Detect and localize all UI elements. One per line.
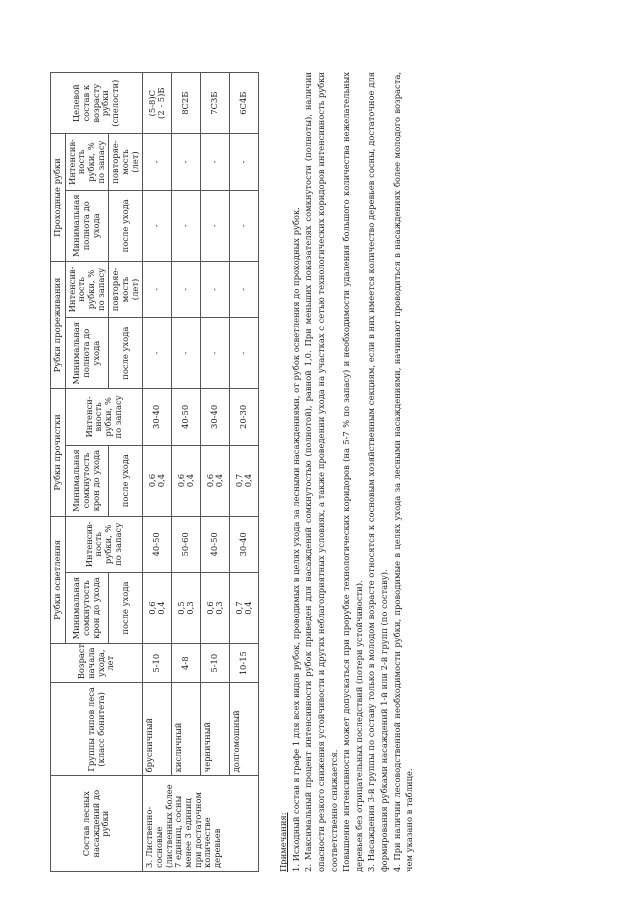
cell-osv-intensity: 50-60 (172, 516, 201, 572)
cell-age: 5-10 (143, 644, 172, 683)
header-osv-after: после ухода (109, 573, 143, 644)
cell-prr-intensity: - (143, 261, 172, 317)
header-prr-after: после ухода (109, 318, 143, 389)
header-pro-somknutost: Минимальная сомкнутость крон до ухода (65, 445, 109, 516)
cell-prh-intensity: - (201, 134, 230, 190)
header-group-prokhodnye: Проходные рубки (51, 134, 66, 261)
note-item: 2. Максимальный процент интенсивности рубок приведен для насаждений сомкнутостью (полнотой), равной 1,0. При меньших показателях сомкнутости (полноты), наличии опасности резкого снижения устойчивости и других неблагоприятных условиях, а также проведении ухода на участках с сетью технологических коридоров интенсивность рубки соответственно снижается. (303, 72, 339, 872)
cell-prr-intensity: - (230, 261, 259, 317)
cell-prr-polnota: - (172, 318, 201, 389)
cell-pro-intensity: 30-40 (143, 389, 172, 445)
cell-osv-intensity: 40-50 (201, 516, 230, 572)
table-row (143, 73, 172, 872)
header-osv-intensity: Интенсив-ность рубки, % по запасу (65, 516, 143, 572)
table-row (201, 73, 230, 872)
header-group-prochistka: Рубки прочистки (51, 389, 66, 516)
cell-prr-intensity: - (172, 261, 201, 317)
header-final-composition: Целевой состав к возрасту рубки (спелости) (51, 73, 143, 134)
cell-forest-type: долгомошный (230, 683, 259, 776)
cell-osv-somknutost: 0,6 0,3 (201, 573, 230, 644)
header-age: Возраст начала ухода, лет (51, 644, 143, 683)
header-group-prorezhivanie: Рубки прореживания (51, 261, 66, 388)
cell-pro-somknutost: 0,6 0,4 (143, 445, 172, 516)
cell-prr-intensity: - (201, 261, 230, 317)
cell-osv-somknutost: 0,7 0,4 (230, 573, 259, 644)
cell-final: 7С3Б (201, 73, 230, 134)
header-pro-after: после ухода (109, 445, 143, 516)
note-item: 1. Исходный состав в графе 1 для всех видов рубок, проводимых в целях ухода за лесными насаждениями, от рубок осветления до проходных рубок. (290, 207, 301, 872)
cell-prh-polnota: - (172, 190, 201, 261)
cell-prh-polnota: - (230, 190, 259, 261)
header-prh-intensity: Интенсив-ность рубки, % по запасу (65, 134, 109, 190)
table-body (143, 73, 259, 872)
cell-prr-polnota: - (143, 318, 172, 389)
header-prr-polnota: Минимальная полнота до ухода (65, 318, 109, 389)
header-forest-type: Группы типов леса (класс бонитета) (51, 683, 143, 776)
header-prr-intensity: Интенсив-ность рубки, % по запасу (65, 261, 109, 317)
cell-osv-intensity: 30-40 (230, 516, 259, 572)
cell-age: 5-10 (201, 644, 230, 683)
cell-pro-somknutost: 0,6 0,4 (172, 445, 201, 516)
table-row (230, 73, 259, 872)
header-prh-after: после ухода (109, 190, 143, 261)
cell-final: 6С4Б (230, 73, 259, 134)
table-row (172, 73, 201, 872)
cell-forest-type: кисличный (172, 683, 201, 776)
cell-prh-intensity: - (143, 134, 172, 190)
header-prr-repeat: повторяе-мость (лет) (109, 261, 143, 317)
note-item: Повышение интенсивности может допускаться при прорубке технологических коридоров (на 5-7 % по запасу) и необходимости удаления большого количества нежелательных деревьев без отрицательных последствий (потери устойчивости). (341, 72, 364, 872)
cell-pro-intensity: 30-40 (201, 389, 230, 445)
cell-age: 10-15 (230, 644, 259, 683)
note-item: 4. При наличии лесоводственной необходимости рубки, проводимые в целях ухода за лесными насаждениями, начинают проводиться в насаждениях более молодого возраста, чем указано в таблице. (391, 72, 415, 872)
notes-section (277, 72, 416, 872)
cell-osv-somknutost: 0,6 0,4 (143, 573, 172, 644)
cell-forest-type: черничный (201, 683, 230, 776)
cell-prh-polnota: - (143, 190, 172, 261)
cell-forest-type: брусничный (143, 683, 172, 776)
cell-final: 8С2Б (172, 73, 201, 134)
cell-pro-somknutost: 0,7 0,4 (230, 445, 259, 516)
cell-pro-somknutost: 0,6 0,4 (201, 445, 230, 516)
cell-age: 4-8 (172, 644, 201, 683)
cell-osv-intensity: 40-50 (143, 516, 172, 572)
cell-osv-somknutost: 0,5 0,3 (172, 573, 201, 644)
note-item: 3. Насаждения 3-й группы по составу только в молодом возрасте относятся к сосновым хозяйственным секциям, если в них имеется количество деревьев сосны, достаточное для формирования рубками насаждений 1-й или 2-й групп (по составу). (366, 72, 389, 872)
notes-title: Примечания: (278, 812, 289, 872)
cell-prh-polnota: - (201, 190, 230, 261)
header-osv-somknutost: Минимальная сомкнутость крон до ухода (65, 573, 109, 644)
cell-prr-polnota: - (201, 318, 230, 389)
cell-pro-intensity: 40-50 (172, 389, 201, 445)
header-group-osvetlenie: Рубки осветления (51, 516, 66, 643)
composition-cell: 3. Лиственно-сосновые (лиственных более 7 единиц, сосны менее 3 единиц при достаточном количестве деревьев (143, 776, 259, 872)
rotated-document-page (50, 32, 590, 872)
forest-thinning-table (50, 72, 259, 872)
header-prh-polnota: Минимальная полнота до ухода (65, 190, 109, 261)
cell-final: (5-8)С (2 - 5)Б (143, 73, 172, 134)
cell-prr-polnota: - (230, 318, 259, 389)
cell-prh-intensity: - (172, 134, 201, 190)
cell-pro-intensity: 20-30 (230, 389, 259, 445)
header-composition: Состав лесных насаждений до рубки (51, 776, 143, 872)
header-prh-repeat: повторяе-мость (лет) (109, 134, 143, 190)
cell-prh-intensity: - (230, 134, 259, 190)
header-pro-intensity: Интенси-вность рубки, % по запасу (65, 389, 143, 445)
